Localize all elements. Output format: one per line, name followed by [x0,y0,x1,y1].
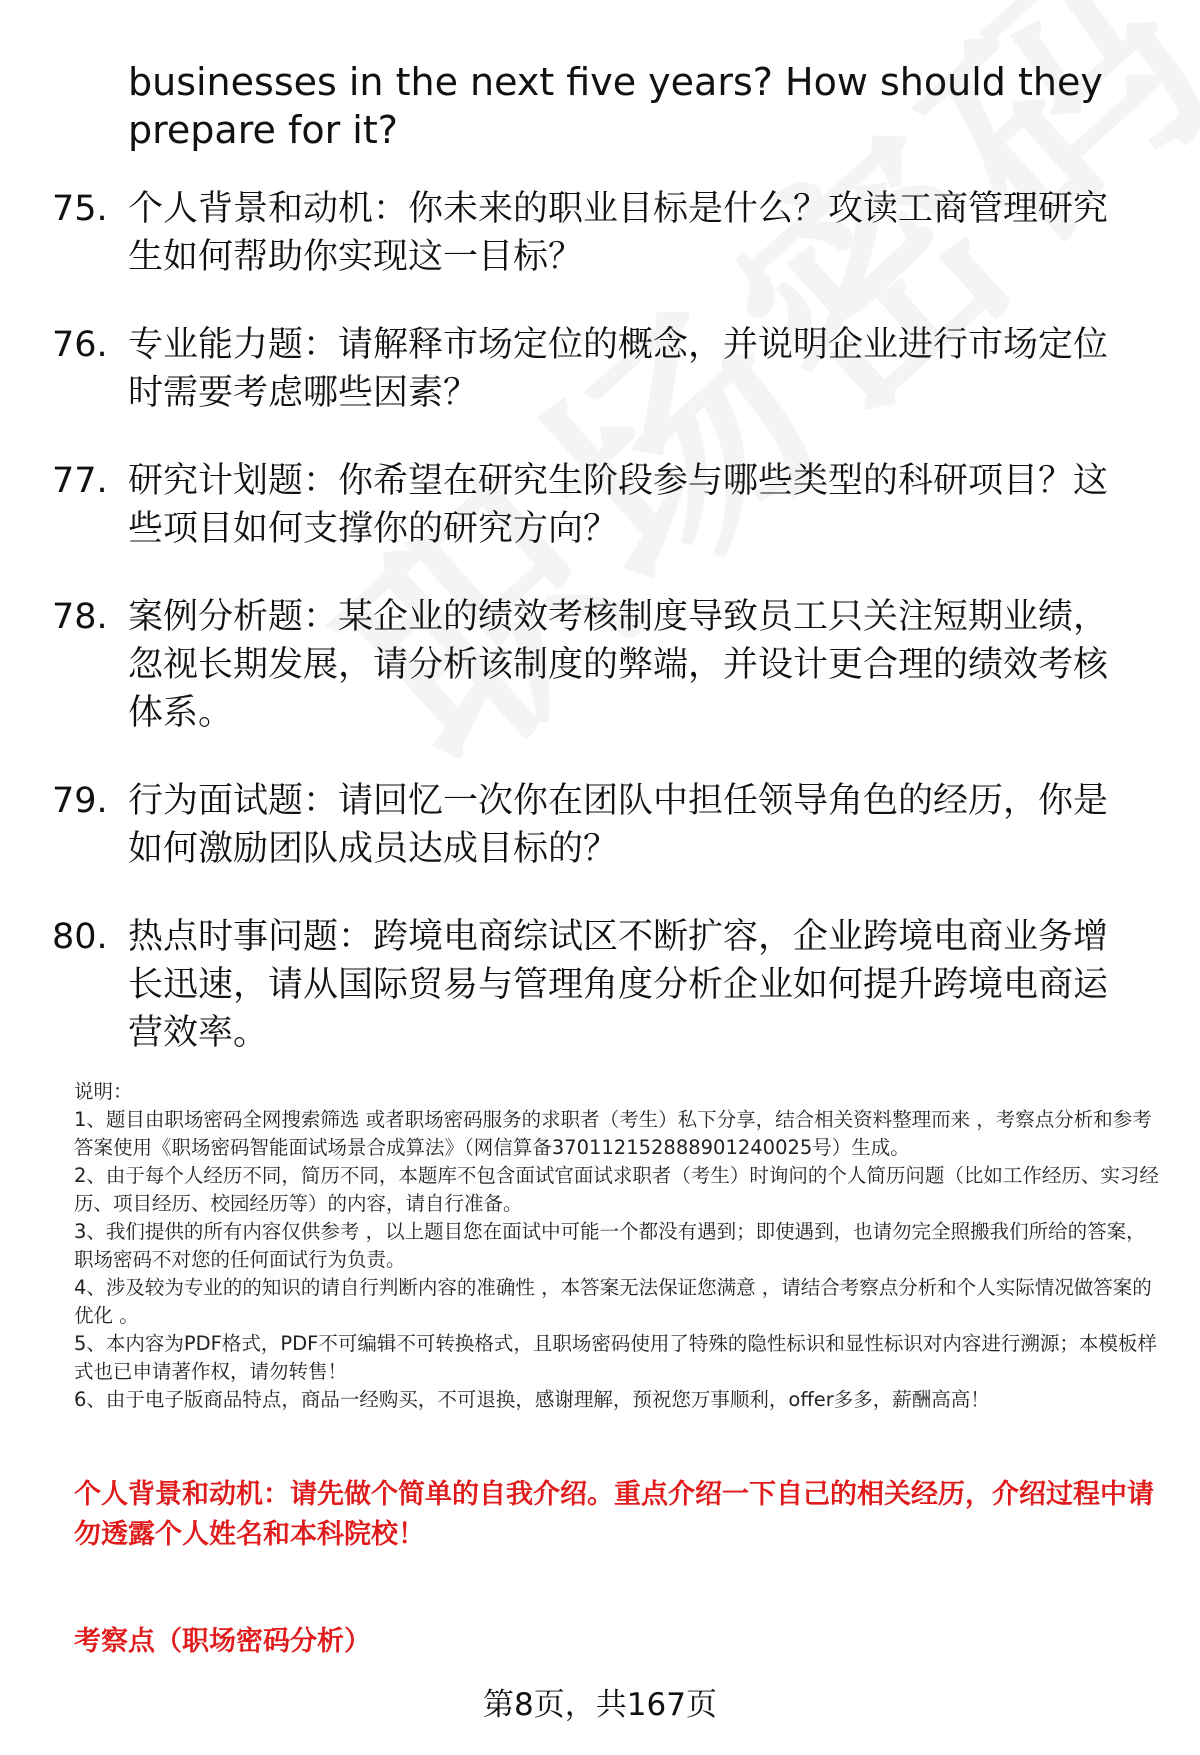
question-text: 专业能力题：请解释市场定位的概念，并说明企业进行市场定位时需要考虑哪些因素？ [128,325,1109,413]
question-list [0,185,1200,1097]
question-text: 个人背景和动机：你未来的职业目标是什么？攻读工商管理研究生如何帮助你实现这一目标？ [128,189,1109,277]
question-text: 行为面试题：请回忆一次你在团队中担任领导角色的经历，你是如何激励团队成员达成目标的？ [128,781,1109,869]
question-number: 76. [52,325,108,365]
interview-prompt: 个人背景和动机：请先做个简单的自我介绍。重点介绍一下自己的相关经历，介绍过程中请勿透露个人姓名和本科院校！ [74,1479,1154,1550]
question-text: 热点时事问题：跨境电商综试区不断扩容，企业跨境电商业务增长迅速，请从国际贸易与管理角度分析企业如何提升跨境电商运营效率。 [128,917,1109,1053]
note-item: 4、涉及较为专业的的知识的请自行判断内容的准确性 ，本答案无法保证您满意 ，请结合考察点分析和个人实际情况做答案的优化 。 [74,1276,1152,1327]
question-item [0,185,1200,281]
question-item [0,593,1200,737]
continued-question-text: businesses in the next five years? How should they prepare for it? [128,60,1103,152]
question-text: 案例分析题：某企业的绩效考核制度导致员工只关注短期业绩，忽视长期发展，请分析该制度的弊端，并设计更合理的绩效考核体系。 [128,597,1109,733]
note-item: 1、题目由职场密码全网搜索筛选 或者职场密码服务的求职者（考生）私下分享，结合相关资料整理而来 ，考察点分析和参考答案使用《职场密码智能面试场景合成算法》（网信算备370112152888901240025号）生成。 [74,1108,1152,1159]
question-item [0,777,1200,873]
question-item [0,913,1200,1057]
question-number: 78. [52,597,108,637]
question-text: 研究计划题：你希望在研究生阶段参与哪些类型的科研项目？这些项目如何支撑你的研究方向？ [128,461,1109,549]
question-number: 77. [52,461,108,501]
note-item: 5、本内容为PDF格式，PDF不可编辑不可转换格式，且职场密码使用了特殊的隐性标识和显性标识对内容进行溯源；本模板样式也已申请著作权，请勿转售！ [74,1332,1157,1383]
note-item: 3、我们提供的所有内容仅供参考 ，以上题目您在面试中可能一个都没有遇到；即使遇到，也请勿完全照搬我们所给的答案，职场密码不对您的任何面试行为负责。 [74,1220,1146,1271]
question-number: 75. [52,189,108,229]
section-heading: 考察点（职场密码分析） [74,1626,371,1657]
question-number: 80. [52,917,108,957]
page-number: 第8页，共167页 [483,1687,717,1723]
notes-title: 说明： [74,1080,133,1103]
notes-section [74,1078,1164,1414]
note-item: 2、由于每个人经历不同，简历不同，本题库不包含面试官面试求职者（考生）时询问的个人简历问题（比如工作经历、实习经历、项目经历、校园经历等）的内容，请自行准备。 [74,1164,1159,1215]
question-number: 79. [52,781,108,821]
question-item [0,321,1200,417]
note-item: 6、由于电子版商品特点，商品一经购买，不可退换，感谢理解，预祝您万事顺利，offer多多，薪酬高高！ [74,1388,990,1411]
question-item [0,457,1200,553]
